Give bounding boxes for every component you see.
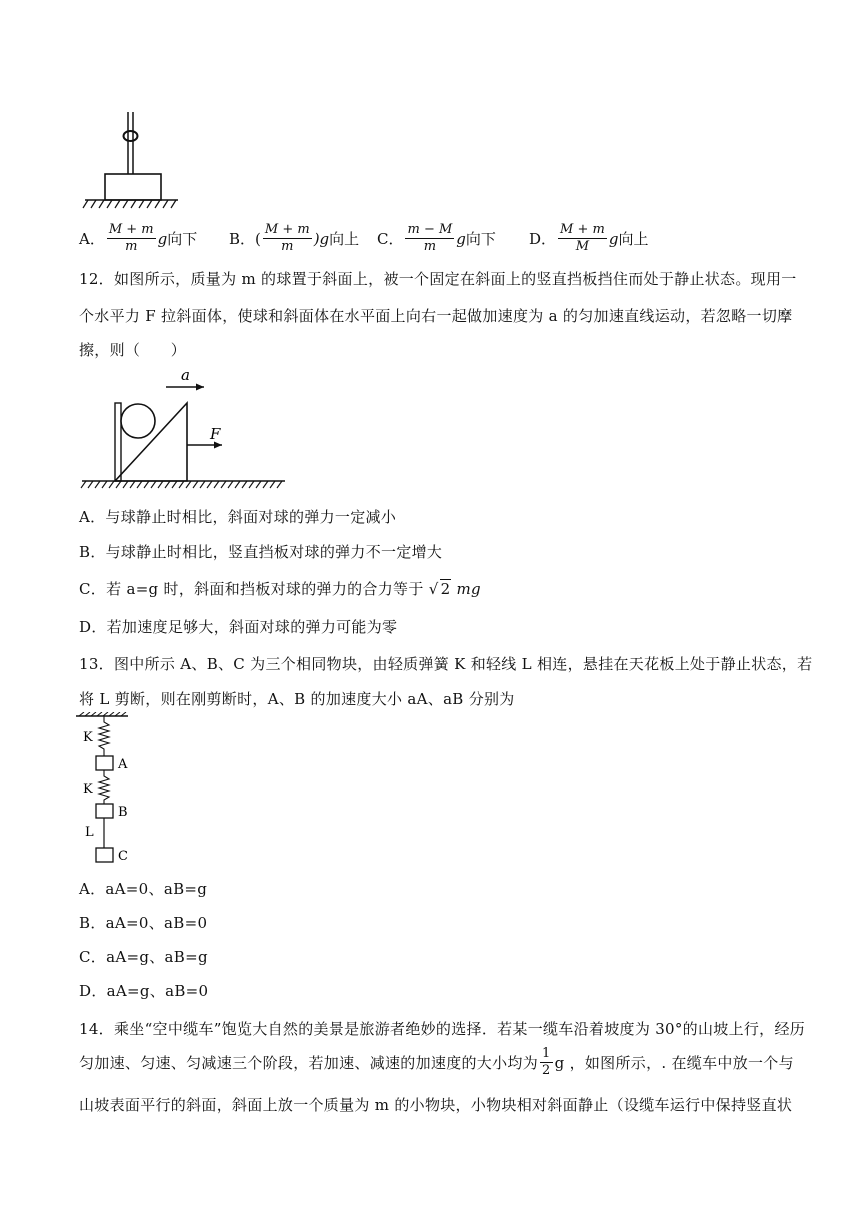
fraction-denominator: m xyxy=(423,239,437,254)
fraction-numerator: M + m xyxy=(108,222,154,237)
stem-text: 匀加速、匀速、匀减速三个阶段，若加速、减速的加速度的大小均为 xyxy=(79,1053,539,1072)
sqrt-radicand: 2 xyxy=(440,580,451,598)
q11-options xyxy=(79,222,779,258)
g-symbol: g xyxy=(456,229,466,248)
line-l-label: L xyxy=(85,825,94,840)
q12-stem-line-1: 12．如图所示，质量为 m 的球置于斜面上，被一个固定在斜面上的竖直挡板挡住而处于静止状态。现用一 xyxy=(79,270,797,288)
block-b-label: B xyxy=(118,805,128,820)
q11-option-b xyxy=(229,222,359,255)
g-symbol: )g xyxy=(313,229,330,248)
q12-stem-line-2: 个水平力 F 拉斜面体，使球和斜面体在水平面上向右一起做加速度为 a 的匀加速直线运动，若忽略一切摩 xyxy=(79,307,793,325)
fraction-numerator: M + m xyxy=(560,222,605,237)
q13-option-c: C．aA=g、aB=g xyxy=(79,948,208,966)
option-text: 向上 xyxy=(329,230,360,248)
option-text: 向下 xyxy=(167,230,198,248)
fraction-denominator: M xyxy=(575,239,590,254)
accel-label: a xyxy=(181,366,190,384)
q11-option-c xyxy=(377,222,496,255)
option-prefix: ( xyxy=(255,229,261,248)
mg-symbol: mg xyxy=(456,580,481,598)
option-letter: C． xyxy=(377,230,404,248)
stem-text: g ，如图所示，. 在缆车中放一个与 xyxy=(554,1053,794,1072)
q12-option-a: A．与球静止时相比，斜面对球的弹力一定减小 xyxy=(79,508,397,526)
fraction-denominator: m xyxy=(281,239,294,254)
q14-stem-line-2 xyxy=(79,1044,794,1080)
fraction xyxy=(107,222,156,255)
g-symbol: g xyxy=(157,229,168,248)
q12-option-b: B．与球静止时相比，竖直挡板对球的弹力不一定增大 xyxy=(79,543,443,561)
block-a-label: A xyxy=(118,757,128,772)
sqrt-symbol: √ xyxy=(428,580,439,598)
q12-stem-line-3: 擦，则（ ） xyxy=(79,341,187,359)
spring-k1-label: K xyxy=(83,730,93,745)
q14-stem-line-1: 14．乘坐“空中缆车”饱览大自然的美景是旅游者绝妙的选择．若某一缆车沿着坡度为 30°的山坡上行，经历 xyxy=(79,1020,806,1038)
q13-option-b: B．aA=0、aB=0 xyxy=(79,914,208,932)
option-letter: D． xyxy=(529,230,557,248)
q13-option-a: A．aA=0、aB=g xyxy=(79,880,208,898)
fraction-numerator: 1 xyxy=(542,1045,551,1061)
q11-figure xyxy=(80,112,180,212)
fraction xyxy=(405,222,454,255)
g-symbol: g xyxy=(608,229,619,248)
option-text: C．若 a=g 时，斜面和挡板对球的弹力的合力等于 xyxy=(79,580,424,598)
q13-figure xyxy=(76,712,146,868)
block-c-label: C xyxy=(118,849,128,864)
option-text: 向下 xyxy=(465,230,496,248)
q13-stem-line-2: 将 L 剪断，则在刚剪断时，A、B 的加速度大小 aA、aB 分别为 xyxy=(79,690,515,708)
option-letter: A． xyxy=(79,230,105,248)
option-letter: B． xyxy=(229,230,256,248)
fraction xyxy=(263,222,312,255)
spring-k2-label: K xyxy=(83,782,93,797)
fraction-one-half xyxy=(540,1046,553,1079)
q12-option-d: D．若加速度足够大，斜面对球的弹力可能为零 xyxy=(79,618,398,636)
fraction-denominator: m xyxy=(125,239,138,254)
q14-stem-line-3: 山坡表面平行的斜面，斜面上放一个质量为 m 的小物块，小物块相对斜面静止（设缆车运行中保持竖直状 xyxy=(79,1096,793,1114)
q11-option-d xyxy=(529,222,648,255)
option-text: 向上 xyxy=(618,230,649,248)
fraction-denominator: 2 xyxy=(542,1062,551,1078)
q12-option-c xyxy=(79,578,481,599)
fraction-numerator: M + m xyxy=(264,222,310,237)
fraction xyxy=(558,222,607,255)
fraction-numerator: m − M xyxy=(407,222,453,237)
force-label: F xyxy=(210,425,221,443)
q12-figure xyxy=(80,365,290,493)
q11-option-a xyxy=(79,222,197,255)
q13-option-d: D．aA=g、aB=0 xyxy=(79,982,209,1000)
q13-stem-line-1: 13．图中所示 A、B、C 为三个相同物块，由轻质弹簧 K 和轻线 L 相连，悬挂在天花板上处于静止状态，若 xyxy=(79,655,813,673)
